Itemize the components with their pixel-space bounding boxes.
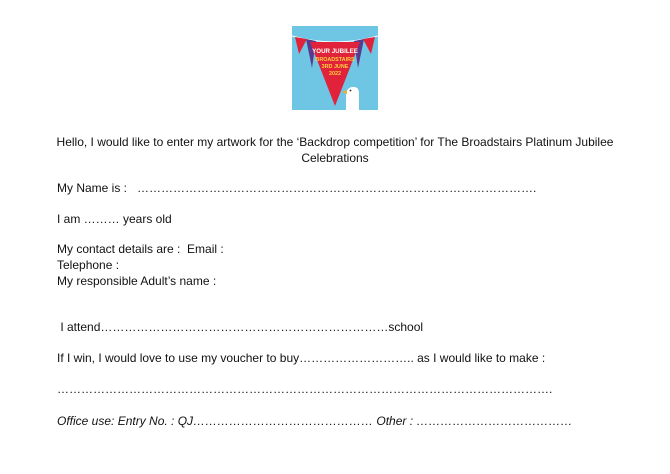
intro-line-1: Hello, I would like to enter my artwork for the ‘Backdrop competition’ for The Broadstairs Platinum Jubilee	[56, 135, 614, 149]
logo-line-3: 3RD JUNE	[321, 64, 349, 70]
intro-line-2: Celebrations	[301, 151, 369, 165]
responsible-adult-field: My responsible Adult’s name :	[57, 274, 217, 288]
contact-email-field: My contact details are : Email :	[57, 242, 224, 256]
logo-line-2: BROADSTAIRS	[315, 57, 355, 63]
logo-line-4: 2022	[329, 71, 341, 77]
name-field: My Name is : ……………………………………………………………………………………….	[57, 181, 537, 195]
jubilee-logo	[292, 26, 378, 110]
logo-line-1: YOUR JUBILEE	[312, 48, 358, 55]
voucher-field: If I win, I would love to use my voucher to buy……………………….. as I would like to make :	[57, 351, 546, 365]
make-answer-line: …………………………………………………………………………………………………………….	[57, 382, 553, 396]
telephone-field: Telephone :	[57, 258, 120, 272]
school-field: I attend………………………………………………………………school	[57, 320, 424, 334]
office-use-line: Office use: Entry No. : QJ……………………………………… Other : …………………………………	[57, 414, 573, 428]
age-field: I am ……… years old	[57, 212, 172, 226]
